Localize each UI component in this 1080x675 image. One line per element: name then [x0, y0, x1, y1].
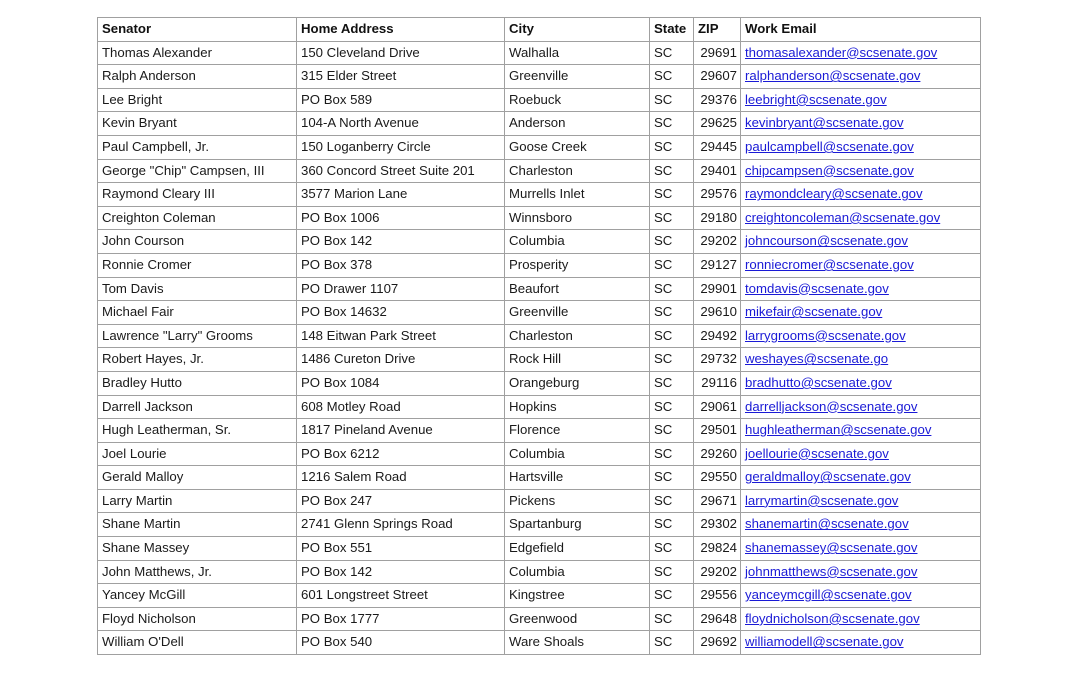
- state-cell: SC: [650, 65, 694, 89]
- address-cell: PO Box 1084: [297, 371, 505, 395]
- email-link[interactable]: hughleatherman@scsenate.gov: [745, 422, 932, 438]
- zip-cell: 29692: [694, 631, 741, 655]
- zip-cell: 29691: [694, 41, 741, 65]
- state-cell: SC: [650, 277, 694, 301]
- email-link[interactable]: larrygrooms@scsenate.gov: [745, 327, 906, 343]
- email-link[interactable]: williamodell@scsenate.gov: [745, 634, 904, 650]
- address-cell: 148 Eitwan Park Street: [297, 324, 505, 348]
- email-cell: [741, 607, 981, 631]
- zip-cell: 29610: [694, 301, 741, 325]
- state-cell: SC: [650, 442, 694, 466]
- email-link[interactable]: bradhutto@scsenate.gov: [745, 374, 892, 390]
- address-cell: 1817 Pineland Avenue: [297, 419, 505, 443]
- zip-cell: 29671: [694, 489, 741, 513]
- table-row: [98, 324, 981, 348]
- header-home-address: Home Address: [297, 18, 505, 42]
- email-cell: [741, 560, 981, 584]
- table-row: [98, 348, 981, 372]
- table-row: [98, 65, 981, 89]
- city-cell: Greenville: [505, 65, 650, 89]
- city-cell: Edgefield: [505, 537, 650, 561]
- zip-cell: 29556: [694, 584, 741, 608]
- senator-cell: Michael Fair: [98, 301, 297, 325]
- city-cell: Florence: [505, 419, 650, 443]
- zip-cell: 29648: [694, 607, 741, 631]
- senator-cell: John Matthews, Jr.: [98, 560, 297, 584]
- table-row: [98, 112, 981, 136]
- email-link[interactable]: mikefair@scsenate.gov: [745, 304, 883, 320]
- email-cell: [741, 371, 981, 395]
- table-row: [98, 395, 981, 419]
- table-row: [98, 607, 981, 631]
- table-row: [98, 253, 981, 277]
- email-link[interactable]: chipcampsen@scsenate.gov: [745, 162, 914, 178]
- senator-cell: Ralph Anderson: [98, 65, 297, 89]
- zip-cell: 29116: [694, 371, 741, 395]
- table-row: [98, 631, 981, 655]
- city-cell: Kingstree: [505, 584, 650, 608]
- email-link[interactable]: johncourson@scsenate.gov: [745, 233, 908, 249]
- state-cell: SC: [650, 371, 694, 395]
- zip-cell: 29401: [694, 159, 741, 183]
- email-link[interactable]: paulcampbell@scsenate.gov: [745, 138, 914, 154]
- email-link[interactable]: ronniecromer@scsenate.gov: [745, 256, 914, 272]
- email-cell: [741, 159, 981, 183]
- city-cell: Goose Creek: [505, 135, 650, 159]
- email-cell: [741, 537, 981, 561]
- email-cell: [741, 584, 981, 608]
- zip-cell: 29202: [694, 230, 741, 254]
- city-cell: Walhalla: [505, 41, 650, 65]
- email-cell: [741, 277, 981, 301]
- email-cell: [741, 88, 981, 112]
- email-link[interactable]: thomasalexander@scsenate.gov: [745, 44, 938, 60]
- email-cell: [741, 324, 981, 348]
- email-link[interactable]: raymondcleary@scsenate.gov: [745, 186, 923, 202]
- email-link[interactable]: leebright@scsenate.gov: [745, 91, 887, 107]
- table-row: [98, 513, 981, 537]
- city-cell: Hopkins: [505, 395, 650, 419]
- address-cell: 3577 Marion Lane: [297, 183, 505, 207]
- email-cell: [741, 348, 981, 372]
- zip-cell: 29061: [694, 395, 741, 419]
- city-cell: Greenwood: [505, 607, 650, 631]
- zip-cell: 29501: [694, 419, 741, 443]
- address-cell: 1216 Salem Road: [297, 466, 505, 490]
- email-cell: [741, 206, 981, 230]
- table-row: [98, 88, 981, 112]
- address-cell: PO Box 6212: [297, 442, 505, 466]
- senator-cell: Lawrence "Larry" Grooms: [98, 324, 297, 348]
- email-cell: [741, 466, 981, 490]
- city-cell: Beaufort: [505, 277, 650, 301]
- state-cell: SC: [650, 489, 694, 513]
- city-cell: Roebuck: [505, 88, 650, 112]
- table-row: [98, 419, 981, 443]
- city-cell: Charleston: [505, 159, 650, 183]
- address-cell: 150 Cleveland Drive: [297, 41, 505, 65]
- senator-cell: Darrell Jackson: [98, 395, 297, 419]
- senator-cell: Larry Martin: [98, 489, 297, 513]
- email-link[interactable]: shanemartin@scsenate.gov: [745, 516, 909, 532]
- address-cell: 360 Concord Street Suite 201: [297, 159, 505, 183]
- email-cell: [741, 631, 981, 655]
- senator-cell: Tom Davis: [98, 277, 297, 301]
- zip-cell: 29302: [694, 513, 741, 537]
- state-cell: SC: [650, 183, 694, 207]
- address-cell: PO Box 142: [297, 230, 505, 254]
- header-city: City: [505, 18, 650, 42]
- state-cell: SC: [650, 41, 694, 65]
- city-cell: Columbia: [505, 442, 650, 466]
- email-link[interactable]: weshayes@scsenate.go: [745, 351, 889, 367]
- zip-cell: 29180: [694, 206, 741, 230]
- header-zip: ZIP: [694, 18, 741, 42]
- address-cell: PO Box 14632: [297, 301, 505, 325]
- email-link[interactable]: johnmatthews@scsenate.gov: [745, 563, 918, 579]
- senator-table: [97, 17, 981, 655]
- zip-cell: 29625: [694, 112, 741, 136]
- city-cell: Pickens: [505, 489, 650, 513]
- table-row: [98, 301, 981, 325]
- header-work-email: Work Email: [741, 18, 981, 42]
- state-cell: SC: [650, 607, 694, 631]
- address-cell: 150 Loganberry Circle: [297, 135, 505, 159]
- state-cell: SC: [650, 348, 694, 372]
- senator-cell: Paul Campbell, Jr.: [98, 135, 297, 159]
- city-cell: Ware Shoals: [505, 631, 650, 655]
- senator-cell: Shane Massey: [98, 537, 297, 561]
- city-cell: Winnsboro: [505, 206, 650, 230]
- senator-cell: Yancey McGill: [98, 584, 297, 608]
- address-cell: PO Box 551: [297, 537, 505, 561]
- senator-cell: Hugh Leatherman, Sr.: [98, 419, 297, 443]
- state-cell: SC: [650, 159, 694, 183]
- state-cell: SC: [650, 631, 694, 655]
- zip-cell: 29127: [694, 253, 741, 277]
- zip-cell: 29492: [694, 324, 741, 348]
- city-cell: Columbia: [505, 230, 650, 254]
- email-link[interactable]: darrelljackson@scsenate.gov: [745, 398, 918, 414]
- email-cell: [741, 301, 981, 325]
- email-link[interactable]: floydnicholson@scsenate.gov: [745, 610, 920, 626]
- email-cell: [741, 419, 981, 443]
- email-link[interactable]: tomdavis@scsenate.gov: [745, 280, 889, 296]
- address-cell: 315 Elder Street: [297, 65, 505, 89]
- city-cell: Charleston: [505, 324, 650, 348]
- state-cell: SC: [650, 419, 694, 443]
- table-row: [98, 442, 981, 466]
- email-link[interactable]: joellourie@scsenate.gov: [745, 445, 889, 461]
- senator-cell: Bradley Hutto: [98, 371, 297, 395]
- table-row: [98, 584, 981, 608]
- state-cell: SC: [650, 206, 694, 230]
- state-cell: SC: [650, 324, 694, 348]
- table-row: [98, 135, 981, 159]
- senator-cell: John Courson: [98, 230, 297, 254]
- senator-cell: Gerald Malloy: [98, 466, 297, 490]
- email-cell: [741, 513, 981, 537]
- email-cell: [741, 41, 981, 65]
- zip-cell: 29260: [694, 442, 741, 466]
- table-row: [98, 537, 981, 561]
- senator-cell: Creighton Coleman: [98, 206, 297, 230]
- city-cell: Prosperity: [505, 253, 650, 277]
- state-cell: SC: [650, 513, 694, 537]
- state-cell: SC: [650, 88, 694, 112]
- email-cell: [741, 112, 981, 136]
- senator-cell: George "Chip" Campsen, III: [98, 159, 297, 183]
- table-row: [98, 183, 981, 207]
- address-cell: PO Box 247: [297, 489, 505, 513]
- senator-cell: William O'Dell: [98, 631, 297, 655]
- senator-cell: Joel Lourie: [98, 442, 297, 466]
- senator-cell: Raymond Cleary III: [98, 183, 297, 207]
- senator-cell: Lee Bright: [98, 88, 297, 112]
- zip-cell: 29445: [694, 135, 741, 159]
- header-state: State: [650, 18, 694, 42]
- email-link[interactable]: geraldmalloy@scsenate.gov: [745, 469, 911, 485]
- email-cell: [741, 65, 981, 89]
- senator-cell: Robert Hayes, Jr.: [98, 348, 297, 372]
- email-link[interactable]: kevinbryant@scsenate.gov: [745, 115, 904, 131]
- table-row: [98, 41, 981, 65]
- header-senator: Senator: [98, 18, 297, 42]
- state-cell: SC: [650, 466, 694, 490]
- state-cell: SC: [650, 395, 694, 419]
- address-cell: PO Box 378: [297, 253, 505, 277]
- table-row: [98, 560, 981, 584]
- address-cell: 1486 Cureton Drive: [297, 348, 505, 372]
- table-row: [98, 206, 981, 230]
- address-cell: PO Box 589: [297, 88, 505, 112]
- city-cell: Murrells Inlet: [505, 183, 650, 207]
- address-cell: 601 Longstreet Street: [297, 584, 505, 608]
- address-cell: 2741 Glenn Springs Road: [297, 513, 505, 537]
- city-cell: Rock Hill: [505, 348, 650, 372]
- city-cell: Columbia: [505, 560, 650, 584]
- email-cell: [741, 230, 981, 254]
- email-cell: [741, 253, 981, 277]
- zip-cell: 29824: [694, 537, 741, 561]
- zip-cell: 29607: [694, 65, 741, 89]
- zip-cell: 29901: [694, 277, 741, 301]
- city-cell: Spartanburg: [505, 513, 650, 537]
- state-cell: SC: [650, 112, 694, 136]
- email-cell: [741, 135, 981, 159]
- zip-cell: 29732: [694, 348, 741, 372]
- state-cell: SC: [650, 135, 694, 159]
- state-cell: SC: [650, 230, 694, 254]
- table-row: [98, 230, 981, 254]
- email-link[interactable]: yanceymcgill@scsenate.gov: [745, 587, 912, 603]
- address-cell: 608 Motley Road: [297, 395, 505, 419]
- senator-cell: Floyd Nicholson: [98, 607, 297, 631]
- address-cell: PO Box 142: [297, 560, 505, 584]
- state-cell: SC: [650, 584, 694, 608]
- email-cell: [741, 395, 981, 419]
- table-row: [98, 489, 981, 513]
- email-link[interactable]: creightoncoleman@scsenate.gov: [745, 209, 941, 225]
- state-cell: SC: [650, 301, 694, 325]
- table-row: [98, 277, 981, 301]
- address-cell: PO Box 1006: [297, 206, 505, 230]
- email-link[interactable]: ralphanderson@scsenate.gov: [745, 68, 921, 84]
- senator-cell: Kevin Bryant: [98, 112, 297, 136]
- zip-cell: 29376: [694, 88, 741, 112]
- city-cell: Anderson: [505, 112, 650, 136]
- city-cell: Hartsville: [505, 466, 650, 490]
- city-cell: Greenville: [505, 301, 650, 325]
- email-cell: [741, 442, 981, 466]
- zip-cell: 29202: [694, 560, 741, 584]
- email-cell: [741, 489, 981, 513]
- senator-cell: Thomas Alexander: [98, 41, 297, 65]
- state-cell: SC: [650, 253, 694, 277]
- email-cell: [741, 183, 981, 207]
- state-cell: SC: [650, 537, 694, 561]
- senator-cell: Shane Martin: [98, 513, 297, 537]
- address-cell: 104-A North Avenue: [297, 112, 505, 136]
- header-row: [98, 18, 981, 42]
- address-cell: PO Drawer 1107: [297, 277, 505, 301]
- table-row: [98, 371, 981, 395]
- senator-directory-sheet: [97, 17, 981, 655]
- email-link[interactable]: larrymartin@scsenate.gov: [745, 492, 899, 508]
- email-link[interactable]: shanemassey@scsenate.gov: [745, 540, 918, 556]
- address-cell: PO Box 1777: [297, 607, 505, 631]
- state-cell: SC: [650, 560, 694, 584]
- address-cell: PO Box 540: [297, 631, 505, 655]
- city-cell: Orangeburg: [505, 371, 650, 395]
- zip-cell: 29550: [694, 466, 741, 490]
- senator-cell: Ronnie Cromer: [98, 253, 297, 277]
- table-row: [98, 159, 981, 183]
- table-row: [98, 466, 981, 490]
- zip-cell: 29576: [694, 183, 741, 207]
